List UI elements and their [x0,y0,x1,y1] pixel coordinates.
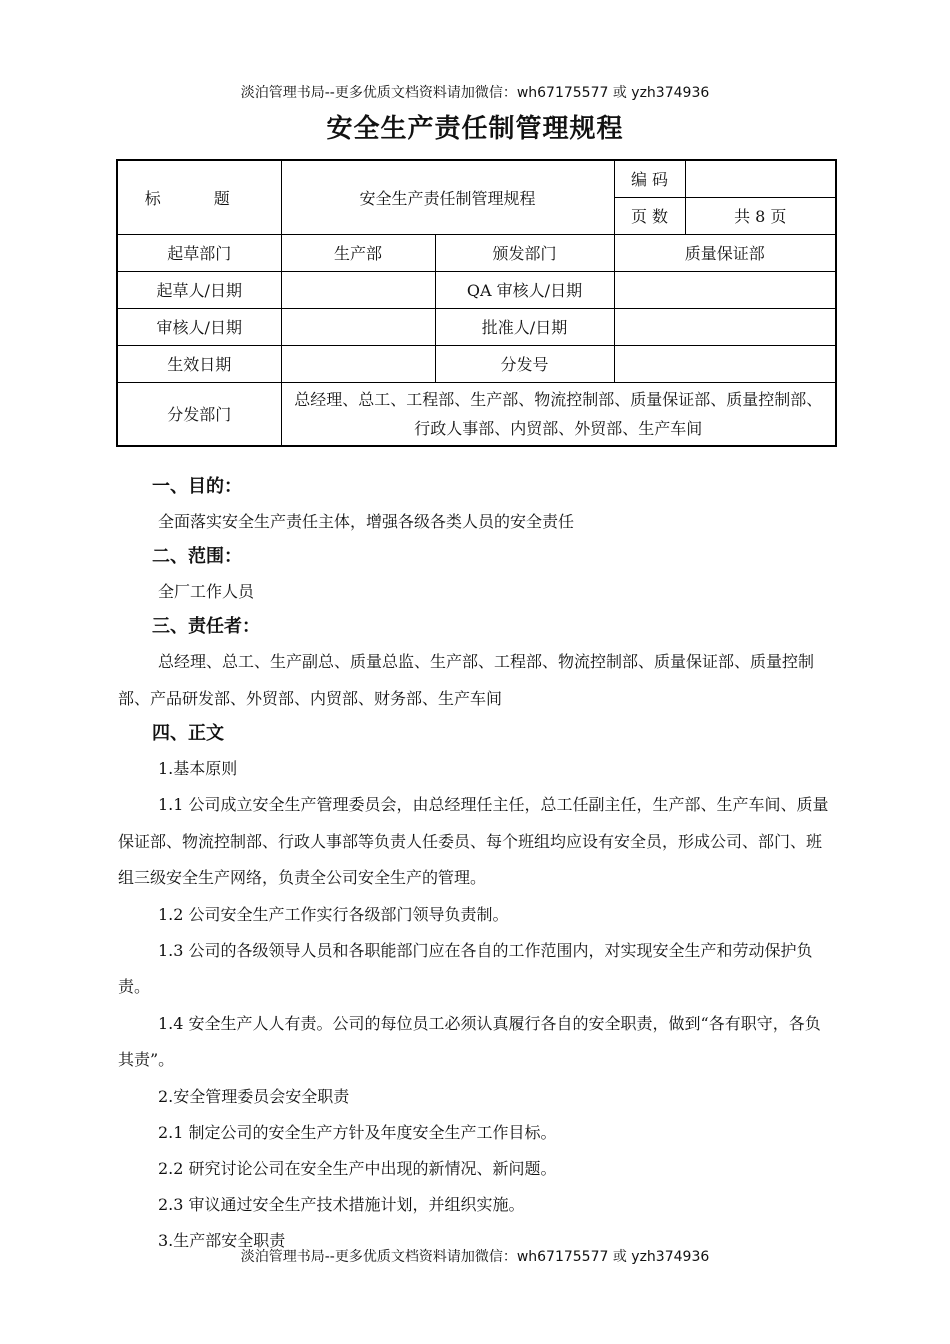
issue-dept-label: 颁发部门 [435,234,614,271]
distribution-number-label: 分发号 [435,345,614,382]
approver-label: 批准人/日期 [435,308,614,345]
distribution-number-value [614,345,836,382]
document-title: 安全生产责任制管理规程 [326,114,624,144]
section-purpose-text: 全面落实安全生产责任主体，增强各级各类人员的安全责任 [158,512,575,531]
effective-date-value [281,345,435,382]
pages-label: 页 数 [614,197,685,234]
paragraph-2-1: 2.1 制定公司的安全生产方针及年度安全生产工作目标。 [158,1122,557,1142]
paragraph-basic-principles: 1.基本原则 [158,759,238,778]
page-header-note: 淡泊管理书局--更多优质文档资料请加微信：wh67175577 或 yzh374936 [240,85,710,101]
section-body-heading: 四、正文 [152,723,224,744]
page-footer-note: 淡泊管理书局--更多优质文档资料请加微信：wh67175577 或 yzh374936 [240,1249,710,1265]
draft-dept-label: 起草部门 [117,234,281,271]
reviewer-value [281,308,435,345]
paragraph-2-3: 2.3 审议通过安全生产技术措施计划，并组织实施。 [158,1194,525,1214]
issue-dept-value: 质量保证部 [614,234,836,271]
paragraph-1-4: 1.4 安全生产人人有责。公司的每位员工必须认真履行各自的安全职责，做到“各有职守，各负其责”。 [118,1013,821,1069]
paragraph-2-2: 2.2 研究讨论公司在安全生产中出现的新情况、新问题。 [158,1158,557,1178]
section-responsible-heading: 三、责任者： [152,616,260,637]
approver-value [614,308,836,345]
section-purpose-heading: 一、目的： [152,476,242,497]
paragraph-1-3: 1.3 公司的各级领导人员和各职能部门应在各自的工作范围内，对实现安全生产和劳动保护负责。 [118,940,813,996]
section-responsible-text: 总经理、总工、生产副总、质量总监、生产部、工程部、物流控制部、质量保证部、质量控制部、产品研发部、外贸部、内贸部、财务部、生产车间 [118,652,815,708]
code-label: 编 码 [614,160,685,197]
pages-value: 共 8 页 [685,197,836,234]
code-value [685,160,836,197]
section-scope-heading: 二、范围： [152,546,242,567]
document-body [118,470,834,1259]
effective-date-label: 生效日期 [117,345,281,382]
paragraph-production-dept: 3.生产部安全职责 [158,1230,286,1250]
title-label: 标 题 [117,160,281,234]
draft-dept-value: 生产部 [281,234,435,271]
section-scope-text: 全厂工作人员 [158,582,255,601]
document-info-table [116,159,837,447]
title-value: 安全生产责任制管理规程 [281,160,614,234]
drafter-value [281,271,435,308]
qa-reviewer-label: QA 审核人/日期 [435,271,614,308]
reviewer-label: 审核人/日期 [117,308,281,345]
drafter-label: 起草人/日期 [117,271,281,308]
distribution-dept-value: 总经理、总工、工程部、生产部、物流控制部、质量保证部、质量控制部、行政人事部、内贸部、外贸部、生产车间 [281,382,836,446]
distribution-dept-label: 分发部门 [117,382,281,446]
paragraph-1-1: 1.1 公司成立安全生产管理委员会，由总经理任主任，总工任副主任，生产部、生产车间、质量保证部、物流控制部、行政人事部等负责人任委员、每个班组均应设有安全员，形成公司、部门、班组三级安全生产网络，负责全公司安全生产的管理。 [118,795,829,887]
paragraph-safety-committee: 2.安全管理委员会安全职责 [158,1086,350,1106]
qa-reviewer-value [614,271,836,308]
paragraph-1-2: 1.2 公司安全生产工作实行各级部门领导负责制。 [158,904,509,924]
